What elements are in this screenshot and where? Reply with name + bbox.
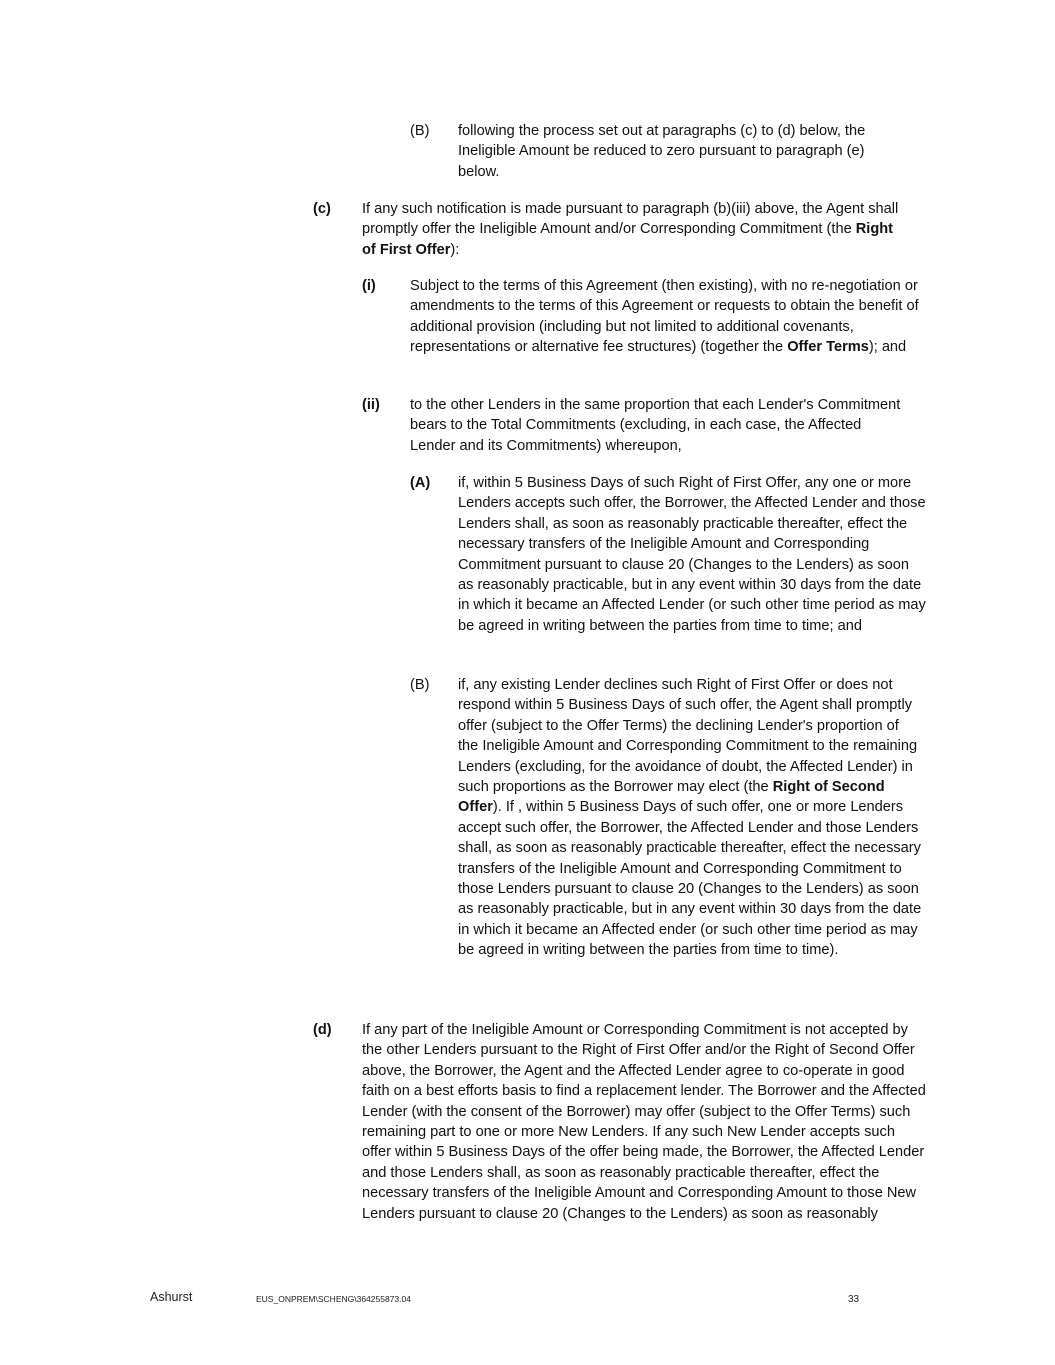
- clause-label: (c): [313, 201, 331, 217]
- clause-c-ii-text: to the other Lenders in the same proportion that each Lender's Commitment bears to the Total Commitments (excluding, in each case, the Affected Lender and its Commitments) whereupon,: [410, 397, 901, 454]
- footer-document-reference: EUS_ONPREM\SCHENG\364255873.04: [256, 1294, 411, 1304]
- clause-label: (d): [313, 1022, 332, 1038]
- clause-c-text: [362, 199, 907, 260]
- clause-c-ii-B-text: [458, 675, 923, 961]
- clause-b-iii-B-text: following the process set out at paragraphs (c) to (d) below, the Ineligible Amount be reduced to zero pursuant to paragraph (e) below.: [458, 123, 866, 180]
- clause-label: (A): [410, 475, 431, 491]
- clause-c-ii-A-text: if, within 5 Business Days of such Right of First Offer, any one or more Lenders accepts such offer, the Borrower, the Affected Lender and those Lenders shall, as soon as reasonably practicable thereafter, effect the necessary transfers of the Ineligible Amount and Corresponding Commitment pursuant to clause 20 (Changes to the Lenders) as soon as reasonably practicable, but in any event within 30 days from the date in which it became an Affected Lender (or such other time period as may be agreed in writing between the parties from time to time; and: [458, 475, 926, 634]
- clause-c-ii-B-text-before: if, any existing Lender declines such Right of First Offer or does not respond within 5 Business Days of such offer, the Agent shall promptly offer (subject to the Offer Terms) the declining Lender's proportion of the Ineligible Amount and Corresponding Commitment to the remaining Lenders (excluding, for the avoidance of doubt, the Affected Lender) in such proportions as the Borrower may elect (the: [458, 677, 918, 796]
- clause-label: (B): [410, 677, 430, 693]
- clause-label: (B): [410, 123, 430, 139]
- clause-d-text: If any part of the Ineligible Amount or Corresponding Commitment is not accepted by the other Lenders pursuant to the Right of First Offer and/or the Right of Second Offer above, the Borrower, the Agent and the Affected Lender agree to co-operate in good faith on a best efforts basis to find a replacement lender. The Borrower and the Affected Lender (with the consent of the Borrower) may offer (subject to the Offer Terms) such remaining part to one or more New Lenders. If any such New Lender accepts such offer within 5 Business Days of the offer being made, the Borrower, the Affected Lender and those Lenders shall, as soon as reasonably practicable thereafter, effect the necessary transfers of the Ineligible Amount and Corresponding Amount to those New Lenders pursuant to clause 20 (Changes to the Lenders) as soon as reasonably: [362, 1022, 926, 1222]
- clause-label: (ii): [362, 397, 380, 413]
- clause-label: (i): [362, 278, 376, 294]
- clause-c-i-text: [410, 276, 920, 358]
- clause-c-i-text-before: Subject to the terms of this Agreement (then existing), with no re-negotiation or amendments to the terms of this Agreement or requests to obtain the benefit of additional provision (including but not limited to additional covenants, representations or alternative fee structures) (together the: [410, 278, 919, 356]
- footer-page-number: 33: [848, 1294, 860, 1305]
- clause-c-i-text-after: ); and: [868, 339, 907, 356]
- clause-c-text-after: ):: [450, 241, 460, 258]
- footer-firm-name: Ashurst: [150, 1290, 193, 1304]
- defined-term-offer-terms: Offer Terms: [787, 339, 869, 356]
- defined-term-right-of-second-offer: Right of Second Offer: [458, 779, 885, 816]
- defined-term-right-of-first-offer: Right of First Offer: [362, 221, 894, 258]
- clause-c-ii-B-text-after: ). If , within 5 Business Days of such offer, one or more Lenders accept such offer, the Borrower, the Affected Lender and those Lenders shall, as soon as reasonably practicable thereafter, effect the necessary transfers of the Ineligible Amount and Corresponding Commitment to those Lenders pursuant to clause 20 (Changes to the Lenders) as soon as reasonably practicable, but in any event within 30 days from the date in which it became an Affected ender (or such other time period as may be agreed in writing between the parties from time to time).: [458, 799, 922, 959]
- clause-c-text-before: If any such notification is made pursuant to paragraph (b)(iii) above, the Agent shall promptly offer the Ineligible Amount and/or Corresponding Commitment (the: [362, 201, 899, 238]
